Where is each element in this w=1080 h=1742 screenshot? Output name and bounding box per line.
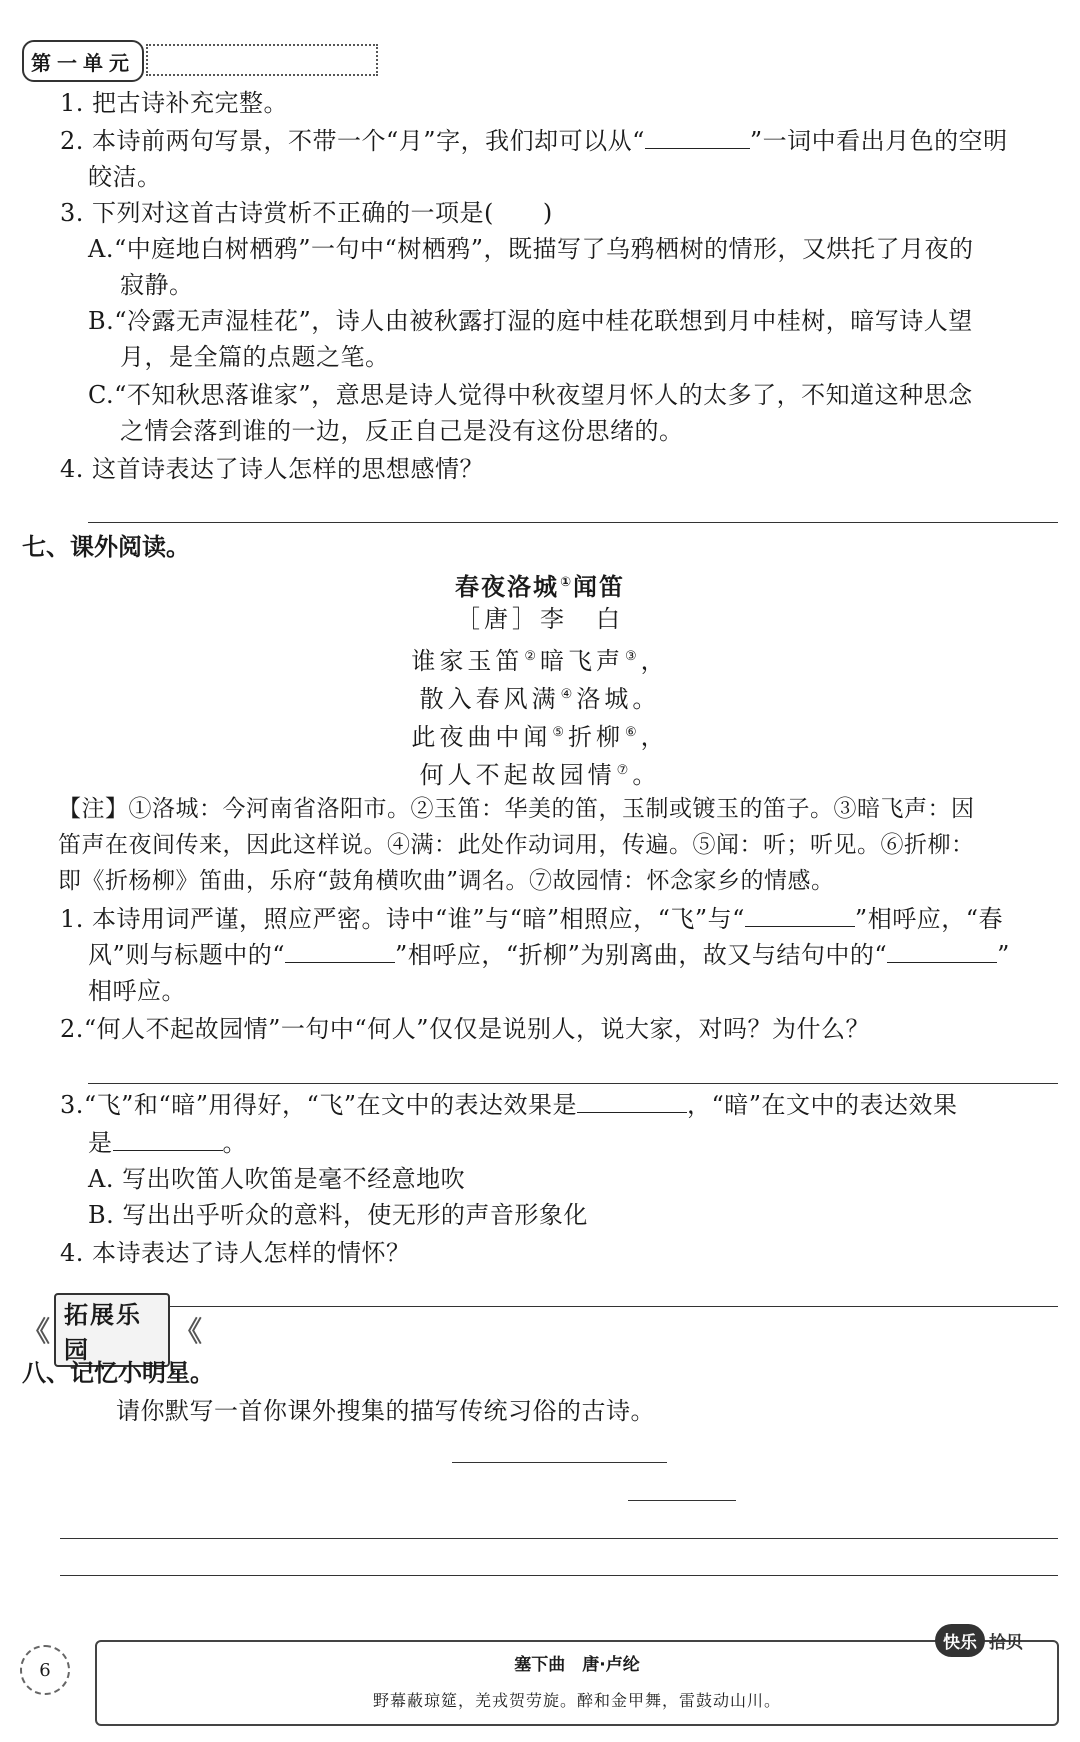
poem-line-4: 何人不起故园情⑦。 [419,761,661,789]
footer-poem-title: 塞下曲 唐·卢纶 [514,1655,640,1675]
answer-line[interactable] [88,1306,1058,1307]
s7-question-3-cont: 是 。 [88,1126,247,1160]
page-number: 6 [20,1645,70,1695]
s7-question-4: 4. 本诗表达了诗人怎样的情怀？ [60,1239,411,1267]
footer-poem-box [95,1640,1059,1726]
option-b-line1: B.“冷露无声湿桂花”，诗人由被秋露打湿的庭中桂花联想到月中桂树，暗写诗人望 [88,307,973,335]
logo-part-1: 快乐 [935,1624,985,1657]
s7-question-2: 2.“何人不起故园情”一句中“何人”仅仅是说别人，说大家，对吗？为什么？ [60,1015,870,1043]
note-line-3: 即《折杨柳》笛曲，乐府“鼓角横吹曲”调名。⑦故园情：怀念家乡的情感。 [58,868,835,894]
question-2-post: ”一词中看出月色的空明 [749,127,1008,155]
s7-question-1-cont: 风”则与标题中的“ ”相呼应，“折柳”为别离曲，故又与结句中的“ ” [88,938,1010,972]
poem-title: 春夜洛城①闻笛 [454,573,625,601]
s7-question-1: 1. 本诗用词严谨，照应严密。诗中“谁”与“暗”相照应，“飞”与“ ”相呼应，“春 [60,902,1003,936]
answer-line[interactable] [60,1575,1058,1576]
answer-blank[interactable] [113,1126,223,1151]
answer-line[interactable] [88,1083,1058,1084]
answer-line[interactable] [60,1538,1058,1539]
logo-part-2: 拾贝 [989,1632,1023,1653]
answer-blank[interactable] [577,1088,687,1113]
expand-label: 拓展乐园 [54,1293,170,1367]
option-c-line1: C.“不知秋思落谁家”，意思是诗人觉得中秋夜望月怀人的太多了，不知道这种思念 [88,381,973,409]
poem-title-line[interactable] [452,1462,667,1463]
poem-line-3: 此夜曲中闻⑤折柳⑥， [411,723,669,751]
chevron-right-icon: 《 [173,1315,202,1348]
s7-option-b: B. 写出出乎听众的意料，使无形的声音形象化 [88,1201,588,1229]
question-2-pre: 2. 本诗前两句写景，不带一个“月”字，我们却可以从“ [60,127,645,155]
answer-blank[interactable] [285,938,395,963]
poem-author-line[interactable] [628,1500,736,1501]
poem-line-2: 散入春风满④洛城。 [419,685,661,713]
poem-line-1: 谁家玉笛②暗飞声③， [411,647,669,675]
option-a-line2: 寂静。 [120,271,194,299]
question-4: 4. 这首诗表达了诗人怎样的思想感情？ [60,455,485,483]
answer-line[interactable] [88,522,1058,523]
brand-logo [935,1620,1055,1660]
option-b-line2: 月，是全篇的点题之笔。 [120,343,390,371]
option-c-line2: 之情会落到谁的一边，反正自己是没有这份思绪的。 [120,417,684,445]
question-3: 3. 下列对这首古诗赏析不正确的一项是( ) [60,199,553,227]
unit-dotted-box [146,44,378,76]
poem-author: ［唐］李 白 [456,605,624,633]
answer-blank[interactable] [645,124,750,149]
footer-poem-text: 野幕蔽琼筵，羌戎贺劳旋。醉和金甲舞，雷鼓动山川。 [372,1691,781,1710]
option-a-line1: A.“中庭地白树栖鸦”一句中“树栖鸦”，既描写了乌鸦栖树的情形，又烘托了月夜的 [88,235,974,263]
answer-blank[interactable] [745,902,855,927]
question-2-cont: 皎洁。 [88,163,162,191]
question-2 [60,124,1008,158]
section-8-heading: 八、记忆小明星。 [22,1359,214,1387]
expand-banner [22,1301,202,1364]
answer-blank[interactable] [887,938,997,963]
s7-question-3: 3.“飞”和“暗”用得好，“飞”在文中的表达效果是 ，“暗”在文中的表达效果 [60,1088,958,1122]
s7-option-a: A. 写出吹笛人吹笛是毫不经意地吹 [88,1165,466,1193]
s7-question-1-end: 相呼应。 [88,977,186,1005]
note-line-2: 笛声在夜间传来，因此这样说。④满：此处作动词用，传遍。⑤闻：听；听见。⑥折柳： [58,832,975,858]
unit-tag: 第一单元 [22,40,144,82]
section-8-prompt: 请你默写一首你课外搜集的描写传统习俗的古诗。 [116,1397,655,1425]
chevron-left-icon: 《 [22,1315,51,1348]
question-1: 1. 把古诗补充完整。 [60,89,289,117]
note-line-1: 【注】①洛城：今河南省洛阳市。②玉笛：华美的笛，玉制或镀玉的笛子。③暗飞声：因 [58,796,975,822]
section-7-heading: 七、课外阅读。 [22,533,190,561]
